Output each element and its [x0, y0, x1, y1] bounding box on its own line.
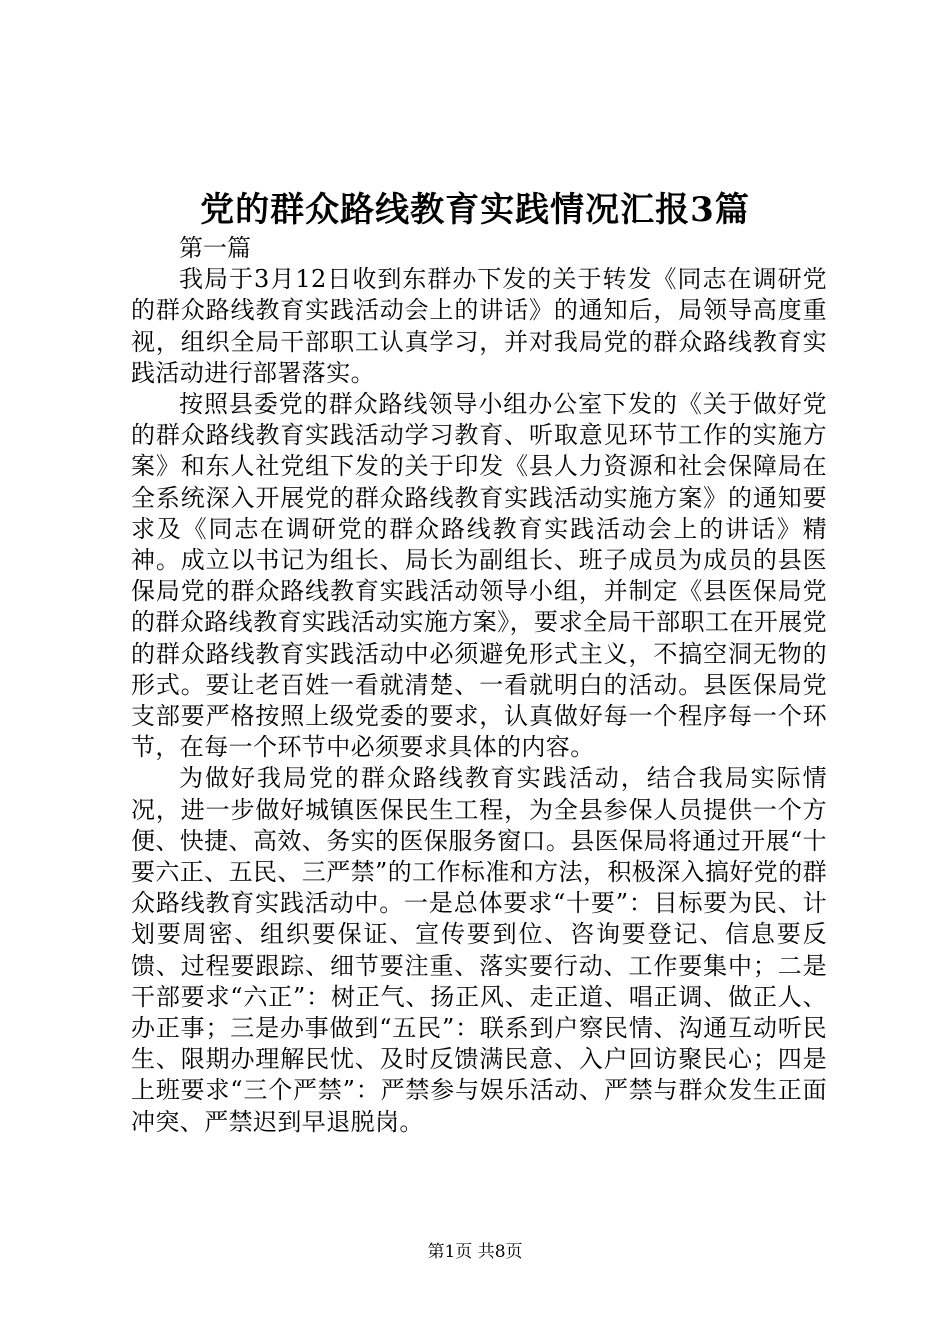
section-label: 第一篇: [179, 234, 251, 262]
paragraph-1: 我局于3月12日收到东群办下发的关于转发《同志在调研党的群众路线教育实践活动会上的讲话》的通知后，局领导高度重视，组织全局干部职工认真学习，并对我局党的群众路线教育实践活动进行部署落实。: [131, 265, 827, 387]
document-body: [131, 233, 827, 1138]
paragraph-3: 为做好我局党的群众路线教育实践活动，结合我局实际情况，进一步做好城镇医保民生工程，为全县参保人员提供一个方便、快捷、高效、务实的医保服务窗口。县医保局将通过开展“十要六正、五民、三严禁”的工作标准和方法，积极深入搞好党的群众路线教育实践活动中。一是总体要求“十要”：目标要为民、计划要周密、组织要保证、宣传要到位、咨询要登记、信息要反馈、过程要跟踪、细节要注重、落实要行动、工作要集中；二是干部要求“六正”：树正气、扬正风、走正道、唱正调、做正人、办正事；三是办事做到“五民”：联系到户察民情、沟通互动听民生、限期办理解民忧、及时反馈满民意、入户回访聚民心；四是上班要求“三个严禁”：严禁参与娱乐活动、严禁与群众发生正面冲突、严禁迟到早退脱岗。: [131, 764, 827, 1136]
document-title: 党的群众路线教育实践情况汇报3篇: [200, 190, 750, 230]
page-footer: 第1页 共8页: [427, 1242, 523, 1262]
paragraph-2: 按照县委党的群众路线领导小组办公室下发的《关于做好党的群众路线教育实践活动学习教育、听取意见环节工作的实施方案》和东人社党组下发的关于印发《县人力资源和社会保障局在全系统深入开展党的群众路线教育实践活动实施方案》的通知要求及《同志在调研党的群众路线教育实践活动会上的讲话》精神。成立以书记为组长、局长为副组长、班子成员为成员的县医保局党的群众路线教育实践活动领导小组，并制定《县医保局党的群众路线教育实践活动实施方案》，要求全局干部职工在开展党的群众路线教育实践活动中必须避免形式主义，不搞空洞无物的形式。要让老百姓一看就清楚、一看就明白的活动。县医保局党支部要严格按照上级党委的要求，认真做好每一个程序每一个环节，在每一个环节中必须要求具体的内容。: [131, 390, 827, 762]
